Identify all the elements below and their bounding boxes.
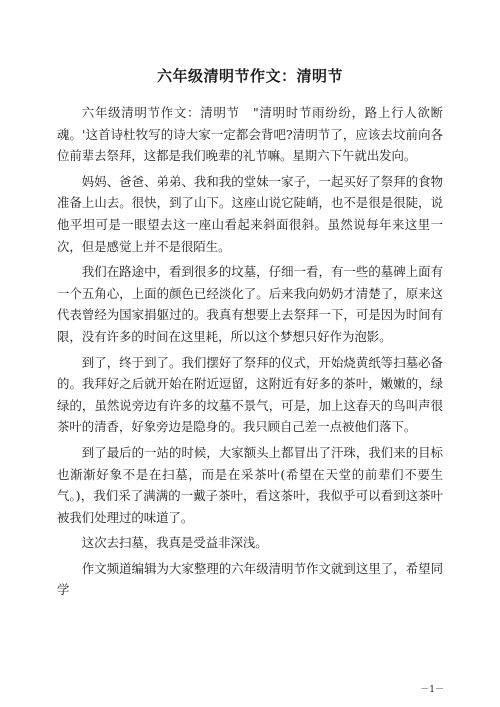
article-body <box>57 102 443 605</box>
paragraph-tombstones: 我们在路途中，看到很多的坟墓，仔细一看，有一些的墓碑上面有一个五角心，上面的颜色已经淡化了。后来我向奶奶才清楚了，原来这代表曾经为国家捐躯过的。我真有想要上去祭拜一下，可是因为时间有限，没有许多的时间在这里耗，所以这个梦想只好作为泡影。 <box>57 264 443 344</box>
page-number: －1－ <box>420 685 444 695</box>
paragraph-reflection: 这次去扫墓，我真是受益非深浅。 <box>81 535 268 551</box>
paragraph-tea-picking: 到了最后的一站的时候，大家额头上都冒出了汗珠，我们来的目标也渐渐好象不是在扫墓，而是在采茶叶(希望在天堂的前辈们不要生气。)，我们采了满满的一戴子茶叶，看这茶叶，我似乎可以看到这茶叶被我们处理过的味道了。 <box>57 444 443 525</box>
paragraph-arrival: 到了，终于到了。我们摆好了祭拜的仪式，开始烧黄纸等扫墓必备的。我拜好之后就开始在附近逗留，这附近有好多的茶叶，嫩嫩的，绿绿的，虽然说旁边有许多的坟墓不景气，可是，加上这春天的鸟叫声很茶叶的清香，好象旁边是隐身的。我只顾自己差一点被他们落下。 <box>57 354 443 435</box>
page-title: 六年级清明节作文：清明节 <box>156 67 343 85</box>
paragraph-closing: 作文频道编辑为大家整理的六年级清明节作文就到这里了，希望同学 <box>57 560 443 598</box>
paragraph-intro: 六年级清明节作文：清明节 "清明时节雨纷纷，路上行人欲断魂。'这首诗杜牧写的诗大家一定都会背吧?清明节了，应该去坟前向各位前辈去祭拜，这都是我们晚辈的礼节嘛。星期六下午就出发向。 <box>57 105 443 164</box>
paragraph-family-trip: 妈妈、爸爸、弟弟、我和我的堂妹一家子，一起买好了祭拜的食物准备上山去。很快，到了山下。这座山说它陡峭，也不是很是很陡，说他平坦可是一眼望去这一座山看起来斜面很斜。虽然说每年来这里一次，但是感觉上并不是很陌生。 <box>57 173 443 254</box>
